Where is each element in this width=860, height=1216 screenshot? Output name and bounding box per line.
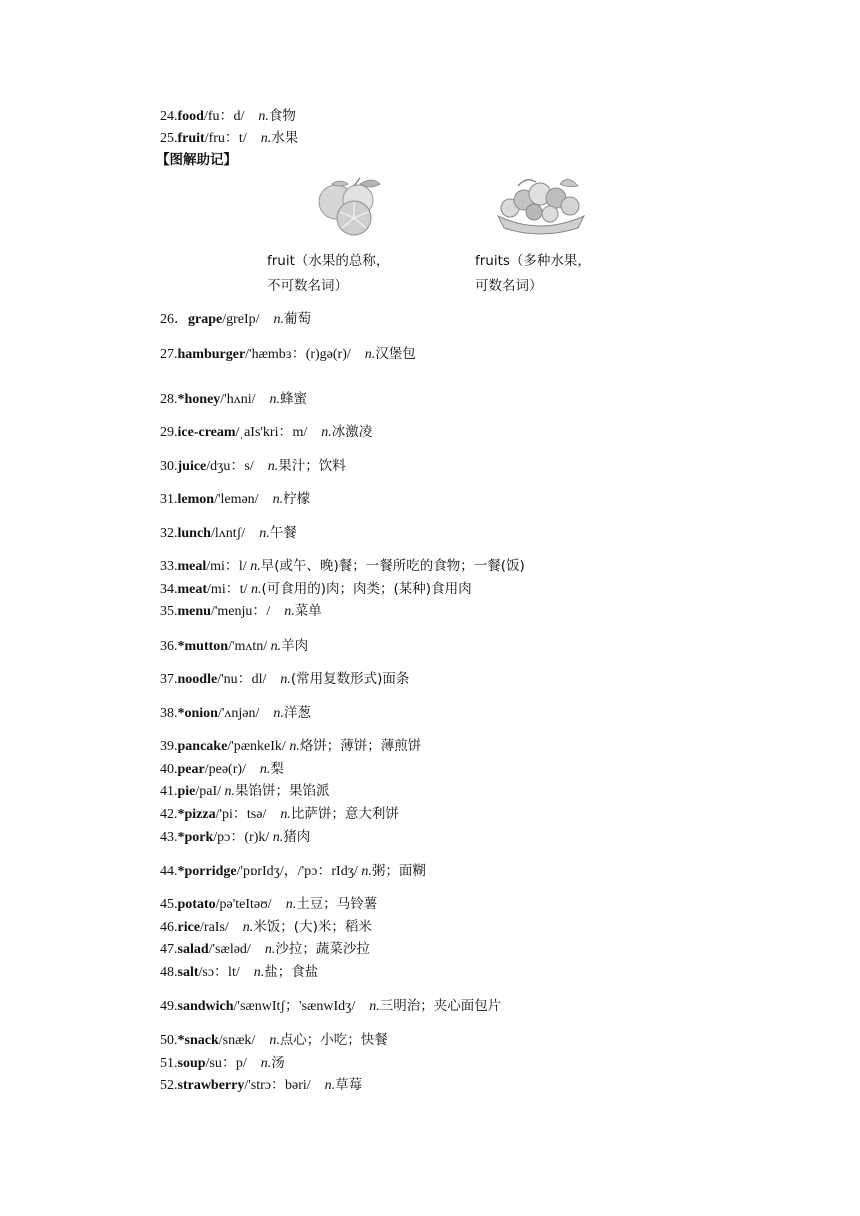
vocab-entry: 42.*pizza/'pi：tsə/ n.比萨饼；意大利饼	[160, 806, 399, 822]
vocab-entry: 52.strawberry/'strɔ：bəri/ n.草莓	[160, 1077, 363, 1093]
vocab-entry: 27.hamburger/'hæmbɜ：(r)gə(r)/ n.汉堡包	[160, 346, 416, 362]
vocab-entry: 33.meal/mi：l/ n.早(或午、晚)餐；一餐所吃的食物；一餐(饭)	[160, 558, 525, 574]
vocab-entry: 50.*snack/snæk/ n.点心；小吃；快餐	[160, 1032, 388, 1048]
vocab-entry: 26．grape/greIp/ n.葡萄	[160, 311, 312, 327]
vocab-entry: 37.noodle/'nu：dl/ n.(常用复数形式)面条	[160, 671, 410, 687]
vocab-entry: 46.rice/raIs/ n.米饭；(大)米；稻米	[160, 919, 372, 935]
vocab-entry: 48.salt/sɔ：lt/ n.盐；食盐	[160, 964, 319, 980]
vocab-entry: 35.menu/'menju：/ n.菜单	[160, 603, 322, 619]
fruits-caption-line-1: fruits（多种水果，	[475, 253, 591, 269]
fruit-basket-illustration	[488, 172, 592, 236]
vocab-entry: 44.*porridge/'pɒrIdʒ/，/'pɔ：rIdʒ/ n.粥；面糊	[160, 863, 426, 879]
memory-section-heading: 【图解助记】	[156, 152, 237, 168]
vocab-entry: 45.potato/pə'teItəʊ/ n.土豆；马铃薯	[160, 896, 378, 912]
vocab-entry: 28.*honey/'hʌni/ n.蜂蜜	[160, 391, 307, 407]
fruit-caption-line-1: fruit（水果的总称，	[267, 253, 390, 269]
oranges-illustration	[314, 172, 386, 240]
vocab-entry: 40.pear/peə(r)/ n.梨	[160, 761, 284, 777]
vocab-entry: 49.sandwich/'sænwItʃ；'sænwIdʒ/ n.三明治；夹心面包片	[160, 998, 502, 1014]
vocab-entry: 24.food/fu：d/ n.食物	[160, 108, 296, 124]
vocab-entry: 36.*mutton/'mʌtn/ n.羊肉	[160, 638, 309, 654]
vocab-entry: 51.soup/su：p/ n.汤	[160, 1055, 285, 1071]
vocab-entry: 31.lemon/'lemən/ n.柠檬	[160, 491, 311, 507]
fruits-caption-line-2: 可数名词）	[475, 278, 543, 294]
vocab-entry: 29.ice-cream/ˌaIs'kri：m/ n.冰激凌	[160, 424, 373, 440]
vocab-entry: 39.pancake/'pænkeIk/ n.烙饼；薄饼；薄煎饼	[160, 738, 422, 754]
vocab-entry: 47.salad/'sæləd/ n.沙拉；蔬菜沙拉	[160, 941, 370, 957]
vocab-entry: 41.pie/paI/ n.果馅饼；果馅派	[160, 783, 330, 799]
vocab-entry: 30.juice/dʒu：s/ n.果汁；饮料	[160, 458, 346, 474]
vocab-entry: 32.lunch/lʌntʃ/ n.午餐	[160, 525, 297, 541]
vocab-entry: 43.*pork/pɔ：(r)k/ n.猪肉	[160, 829, 311, 845]
vocab-entry: 38.*onion/'ʌnjən/ n.洋葱	[160, 705, 311, 721]
vocab-entry: 34.meat/mi：t/ n.(可食用的)肉；肉类；(某种)食用肉	[160, 581, 472, 597]
vocab-entry: 25.fruit/fru：t/ n.水果	[160, 130, 299, 146]
fruit-caption-line-2: 不可数名词）	[267, 278, 348, 294]
